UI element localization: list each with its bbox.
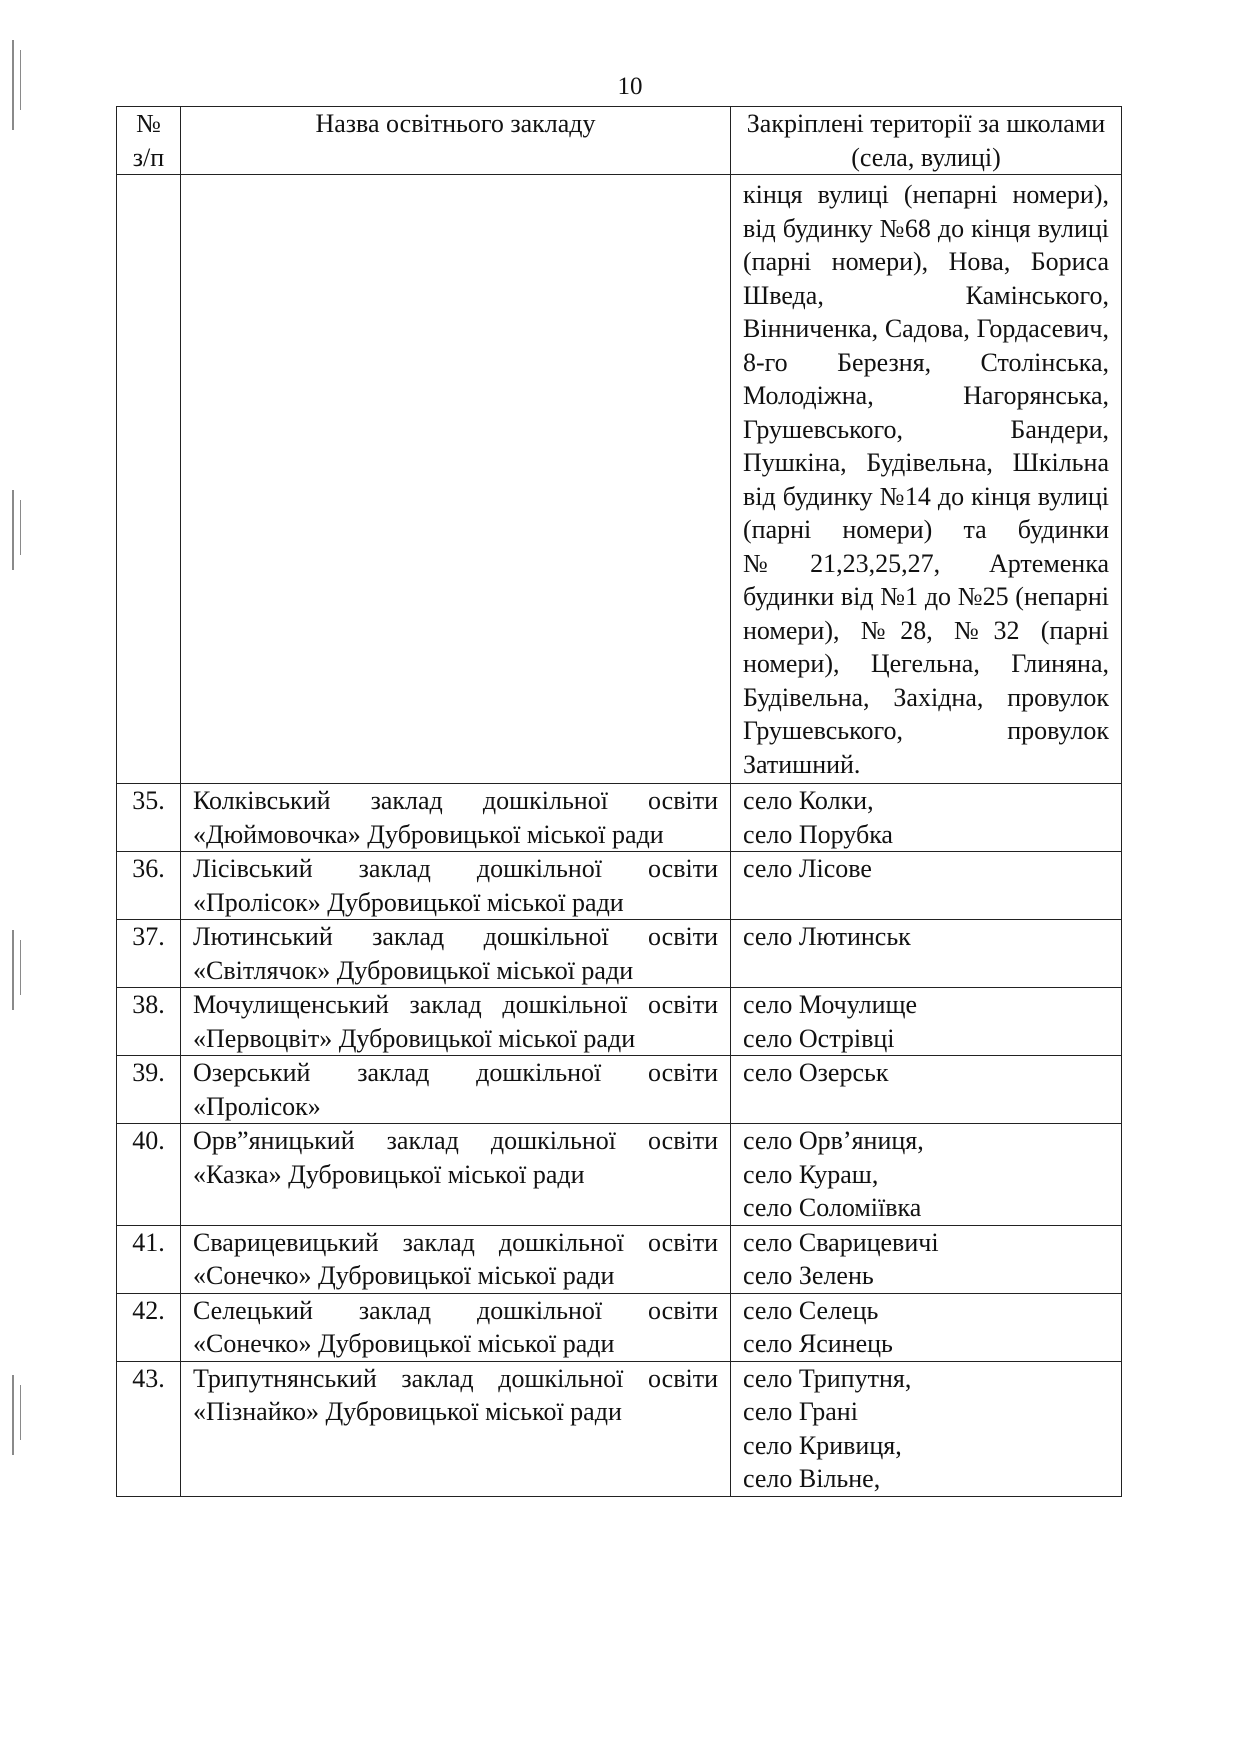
scan-edge-mark: [20, 500, 21, 555]
row-territories: [731, 1225, 1122, 1293]
table-row: [117, 852, 1122, 920]
territory-item: село Селець: [743, 1295, 879, 1325]
row-number: 36.: [117, 852, 181, 920]
row-territories-continuation: кінця вулиці (непарні номери), від будинку №68 до кінця вулиці (парні номери), Нова, Бориса Шведа, Камінського, Вінниченка, Садова, Гордасевич, 8-го Березня, Столінська, Молодіжна, Нагорянська, Грушевського, Бандери, Пушкіна, Будівельна, Шкільна від будинку №14 до кінця вулиці (парні номери) та будинки №21,23,25,27, Артеменка будинки від №1 до №25 (непарні номери), №28, №32 (парні номери), Цегельна, Глиняна, Будівельна, Західна, провулок Грушевського, провулок Затишний.: [731, 175, 1122, 784]
scan-edge-mark: [12, 40, 14, 130]
row-institution-name: Орв”яницький заклад дошкільної освіти «Казка» Дубровицької міської ради: [181, 1124, 731, 1226]
territory-item: село Соломіївка: [743, 1193, 922, 1222]
table-row: [117, 1225, 1122, 1293]
row-territories: [731, 920, 1122, 988]
territory-item: село Лісове: [743, 854, 872, 883]
scan-edge-mark: [20, 1385, 21, 1440]
scan-edge-mark: [12, 1375, 14, 1455]
row-institution-name: Лісівський заклад дошкільної освіти «Пролісок» Дубровицької міської ради: [181, 852, 731, 920]
row-institution-name: Лютинський заклад дошкільної освіти «Світлячок» Дубровицької міської ради: [181, 920, 731, 988]
territory-item: село Грані: [743, 1397, 858, 1426]
row-territories: [731, 1056, 1122, 1124]
table-row: [117, 920, 1122, 988]
table-header-row: [117, 107, 1122, 175]
territory-item: село Озерськ: [743, 1058, 889, 1087]
territory-item: село Орв’яниця,: [743, 1126, 924, 1155]
scan-edge-mark: [12, 930, 14, 1010]
territory-item: село Лютинськ: [743, 922, 911, 951]
header-territories: Закріплені території за школами (села, вулиці): [731, 107, 1122, 175]
scan-edge-mark: [20, 50, 21, 110]
table-row: [117, 784, 1122, 852]
territory-item: село Ясинець: [743, 1329, 893, 1358]
header-institution-name: Назва освітнього закладу: [181, 107, 731, 175]
table-row: [117, 1293, 1122, 1361]
row-institution-name: Колківський заклад дошкільної освіти «Дюймовочка» Дубровицької міської ради: [181, 784, 731, 852]
scan-edge-mark: [12, 490, 14, 570]
row-number: 41.: [117, 1225, 181, 1293]
territory-item: село Сварицевичі: [743, 1227, 939, 1257]
row-territories: [731, 988, 1122, 1056]
table-row: [117, 988, 1122, 1056]
row-number: 38.: [117, 988, 181, 1056]
territory-item: село Вільне,: [743, 1464, 881, 1493]
row-number: 39.: [117, 1056, 181, 1124]
row-territories: [731, 784, 1122, 852]
row-institution-name: Трипутнянський заклад дошкільної освіти «Пізнайко» Дубровицької міської ради: [181, 1361, 731, 1496]
table-row-continuation: [117, 175, 1122, 784]
territory-item: село Колки,: [743, 786, 874, 815]
row-institution-name: Селецький заклад дошкільної освіти «Сонечко» Дубровицької міської ради: [181, 1293, 731, 1361]
table-row: [117, 1124, 1122, 1226]
row-institution-name: Озерський заклад дошкільної освіти «Пролісок»: [181, 1056, 731, 1124]
row-number: 42.: [117, 1293, 181, 1361]
table-row: [117, 1361, 1122, 1496]
table-row: [117, 1056, 1122, 1124]
territory-item: село Мочулище: [743, 990, 918, 1019]
table-body: [117, 175, 1122, 1497]
row-territories: [731, 1293, 1122, 1361]
row-number-empty: [117, 175, 181, 784]
row-institution-empty: [181, 175, 731, 784]
territory-item: село Кривиця,: [743, 1430, 902, 1460]
row-number: 43.: [117, 1361, 181, 1496]
scan-edge-mark: [20, 940, 21, 995]
institutions-table: [116, 106, 1122, 1497]
row-institution-name: Сварицевицький заклад дошкільної освіти «Сонечко» Дубровицької міської ради: [181, 1225, 731, 1293]
row-number: 40.: [117, 1124, 181, 1226]
row-territories: [731, 1124, 1122, 1226]
row-number: 35.: [117, 784, 181, 852]
row-number: 37.: [117, 920, 181, 988]
header-number: № з/п: [117, 107, 181, 175]
row-institution-name: Мочулищенський заклад дошкільної освіти «Первоцвіт» Дубровицької міської ради: [181, 988, 731, 1056]
territory-item: село Зелень: [743, 1261, 874, 1290]
row-territories: [731, 852, 1122, 920]
territory-item: село Порубка: [743, 819, 893, 849]
row-territories: [731, 1361, 1122, 1496]
territory-item: село Острівці: [743, 1023, 895, 1053]
territory-item: село Кураш,: [743, 1159, 879, 1189]
territory-item: село Трипутня,: [743, 1363, 912, 1393]
page-number: 10: [617, 73, 643, 100]
